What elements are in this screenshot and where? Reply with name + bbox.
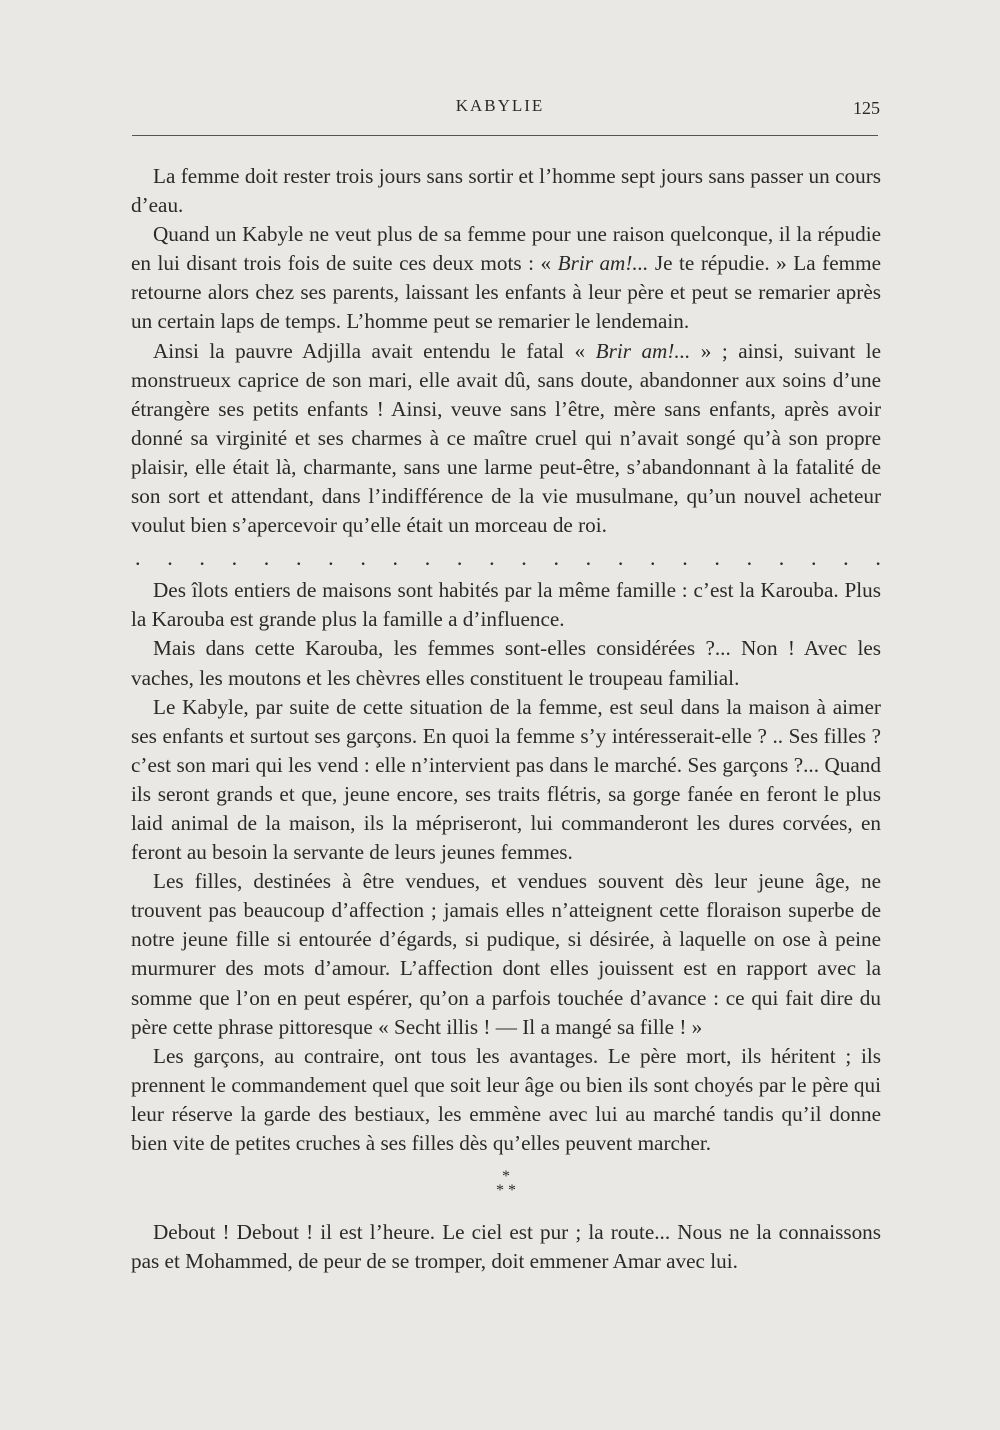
- kabyle-phrase: Brir am!...: [595, 338, 691, 363]
- page-body: [131, 162, 881, 1276]
- separator-dot: .: [714, 545, 720, 571]
- running-head: [0, 96, 1000, 126]
- paragraph: Les filles, destinées à être vendues, et vendues souvent dès leur jeune âge, ne trouvent pas beaucoup d’affection ; jamais elles n’atteignent cette floraison superbe de notre jeune fille si entourée d’égards, si pudique, si désirée, à laquelle on ose à peine murmurer des mots d’amour. L’affection dont elles jouissent est en rapport avec la somme que l’on en peut espérer, qu’on a parfois touchée d’avance : ce qui fait dire du père cette phrase pittoresque « Secht illis ! — Il a mangé sa fille ! »: [131, 869, 881, 1039]
- paragraph-text: Je te répudie. » La femme retourne alors chez ses parents, laissant les enfants à leur père et peut se remarier après un certain laps de temps. L’homme peut se remarier le lendemain.: [131, 251, 881, 334]
- separator-dot: .: [521, 545, 527, 571]
- separator-dot: .: [231, 545, 238, 571]
- separator-dot: .: [553, 545, 559, 571]
- separator-dot: .: [424, 545, 431, 571]
- paragraph-text: » ; ainsi, suivant le monstrueux caprice de son mari, elle avait dû, sans doute, abandonner aux soins d’une étrangère ses petits enfants ! Ainsi, veuve sans l’être, mère sans enfants, après avoir donné sa virginité et ses charmes à ce maître cruel qui n’avait songé qu’à son propre plaisir, elle était là, charmante, sans une larme peut-être, s’abandonnant à la fatalité de son sort et attendant, dans l’indifférence de la vie musulmane, qu’un nouvel acheteur voulut bien s’apercevoir qu’elle était un morceau de roi.: [131, 338, 881, 538]
- separator-dot: .: [585, 545, 592, 571]
- separator-dot: .: [456, 545, 463, 571]
- asterism: [131, 1166, 881, 1210]
- separator-dot: .: [328, 545, 334, 571]
- separator-dot: .: [810, 545, 817, 571]
- paragraph: Debout ! Debout ! il est l’heure. Le ciel est pur ; la route... Nous ne la connaissons pas et Mohammed, de peur de se tromper, doit emmener Amar avec lui.: [131, 1220, 881, 1274]
- kabyle-phrase: Brir am!...: [557, 251, 649, 276]
- asterism-bottom: * *: [496, 1182, 516, 1200]
- paragraph: [131, 220, 881, 336]
- separator-dot: .: [135, 545, 141, 571]
- paragraph: La femme doit rester trois jours sans sortir et l’homme sept jours sans passer un cours d’eau.: [131, 164, 881, 218]
- separator-dot: .: [199, 545, 205, 571]
- separator-dot: .: [167, 545, 173, 571]
- running-title: KABYLIE: [455, 96, 545, 115]
- header-rule: [132, 135, 878, 136]
- paragraph: Le Kabyle, par suite de cette situation de la femme, est seul dans la maison à aimer ses enfants et surtout ses garçons. En quoi la femme s’y intéresserait-elle ? .. Ses filles ? c’est son mari qui les vend : elle n’intervient pas dans le marché. Ses garçons ?... Quand ils seront grands et que, jeune encore, ses traits flétris, sa gorge fanée en feront le plus laid animal de la maison, ils la mépriseront, lui commanderont les dures corvées, en feront au besoin la servante de leurs jeunes femmes.: [131, 694, 881, 865]
- separator-dot: .: [746, 545, 753, 571]
- separator-dot: .: [489, 545, 495, 571]
- paragraph: Des îlots entiers de maisons sont habités par la même famille : c’est la Karouba. Plus la Karouba est grande plus la famille a d’influence.: [131, 578, 881, 632]
- paragraph: Les garçons, au contraire, ont tous les avantages. Le père mort, ils héritent ; ils prennent le commandement quel que soit leur âge ou bien ils sont choyés par le père qui leur réserve la garde des bestiaux, les emmène avec lui au marché tandis qu’il donne bien vite de petites cruches à ses filles dès qu’elles peuvent marcher.: [131, 1043, 881, 1155]
- section-separator-dots: [131, 546, 881, 570]
- separator-dot: .: [650, 545, 656, 571]
- separator-dot: .: [263, 545, 270, 571]
- separator-dot: .: [392, 545, 398, 571]
- separator-dot: .: [875, 545, 881, 571]
- separator-dot: .: [682, 545, 688, 571]
- paragraph: [131, 337, 881, 541]
- separator-dot: .: [843, 545, 849, 571]
- separator-dot: .: [617, 545, 624, 571]
- asterism-top: *: [502, 1168, 510, 1186]
- separator-dot: .: [778, 545, 785, 571]
- paragraph: Mais dans cette Karouba, les femmes sont-elles considérées ?... Non ! Avec les vaches, les moutons et les chèvres elles constituent le troupeau familial.: [131, 636, 881, 690]
- paragraph-text: Quand un Kabyle ne veut plus de sa femme pour une raison quelconque, il la répudie en lui disant trois fois de suite ces deux mots : «: [131, 222, 881, 276]
- paragraph-text: Ainsi la pauvre Adjilla avait entendu le fatal «: [153, 338, 596, 363]
- page-number: 125: [853, 98, 880, 118]
- separator-dot: .: [295, 545, 302, 571]
- separator-dot: .: [360, 545, 366, 571]
